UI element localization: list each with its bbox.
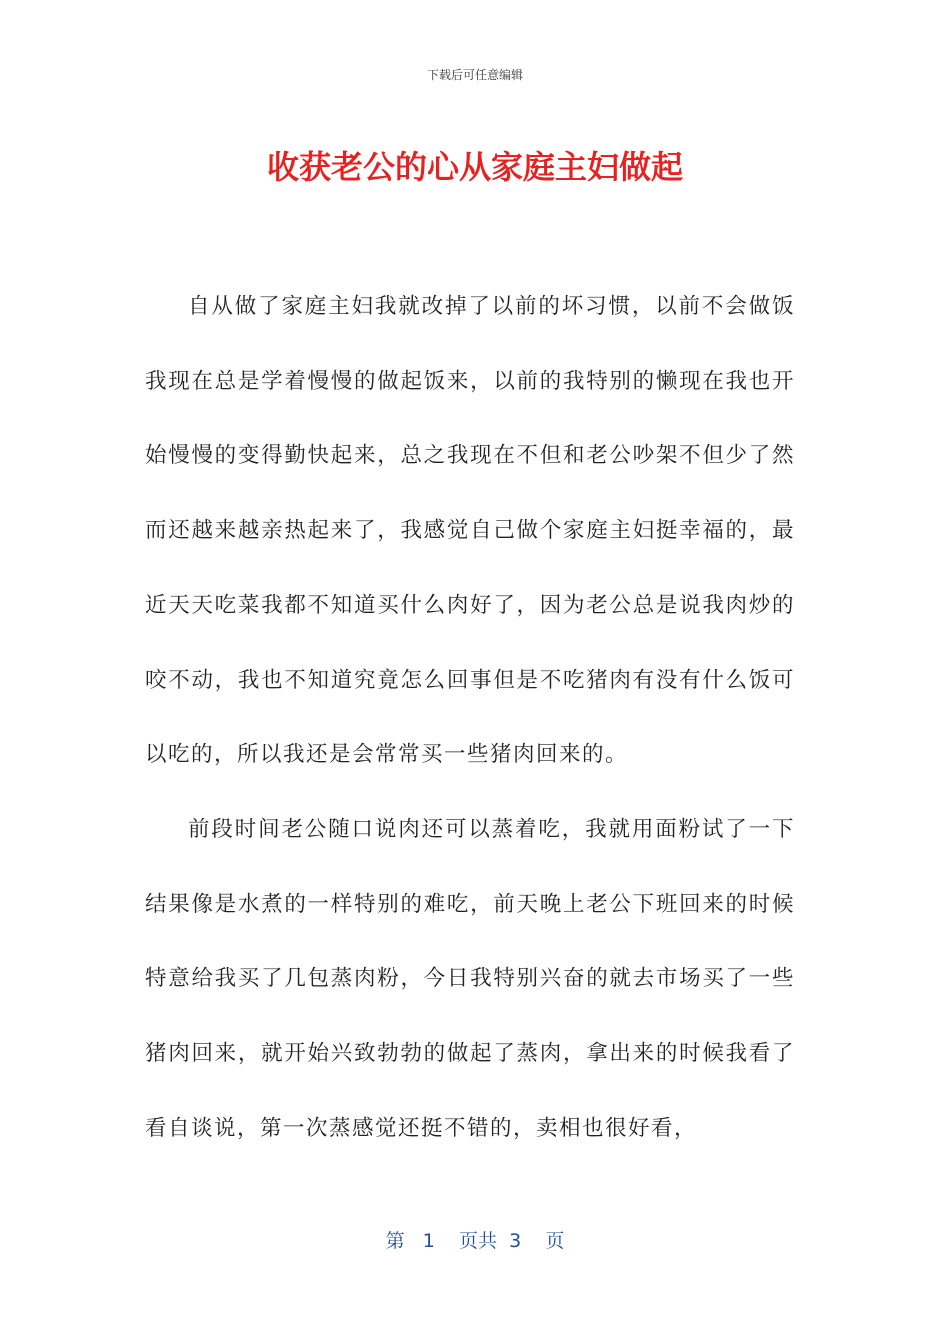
total-pages-number: 3 bbox=[509, 1230, 522, 1252]
paragraph: 自从做了家庭主妇我就改掉了以前的坏习惯，以前不会做饭我现在总是学着慢慢的做起饭来，以前的我特别的懒现在我也开始慢慢的变得勤快起来，总之我现在不但和老公吵架不但少了然而还越来越亲热起来了，我感觉自己做个家庭主妇挺幸福的，最近天天吃菜我都不知道买什么肉好了，因为老公总是说我肉炒的咬不动，我也不知道究竟怎么回事但是不吃猪肉有没有什么饭可以吃的，所以我还是会常常买一些猪肉回来的。 bbox=[145, 294, 795, 768]
paragraph: 前段时间老公随口说肉还可以蒸着吃，我就用面粉试了一下结果像是水煮的一样特别的难吃，前天晚上老公下班回来的时候特意给我买了几包蒸肉粉，今日我特别兴奋的就去市场买了一些猪肉回来，就开始兴致勃勃的做起了蒸肉，拿出来的时候我看了看自谈说，第一次蒸感觉还挺不错的，卖相也很好看， bbox=[145, 816, 795, 1141]
footer-middle: 页共 bbox=[459, 1230, 498, 1252]
document-title: 收获老公的心从家庭主妇做起 bbox=[266, 148, 683, 186]
header-note: 下载后可任意编辑 bbox=[426, 68, 523, 82]
document-body bbox=[145, 270, 795, 1166]
footer-prefix: 第 bbox=[385, 1230, 405, 1252]
page-footer bbox=[0, 1226, 950, 1253]
current-page-number: 1 bbox=[422, 1230, 435, 1252]
footer-suffix: 页 bbox=[545, 1230, 565, 1252]
